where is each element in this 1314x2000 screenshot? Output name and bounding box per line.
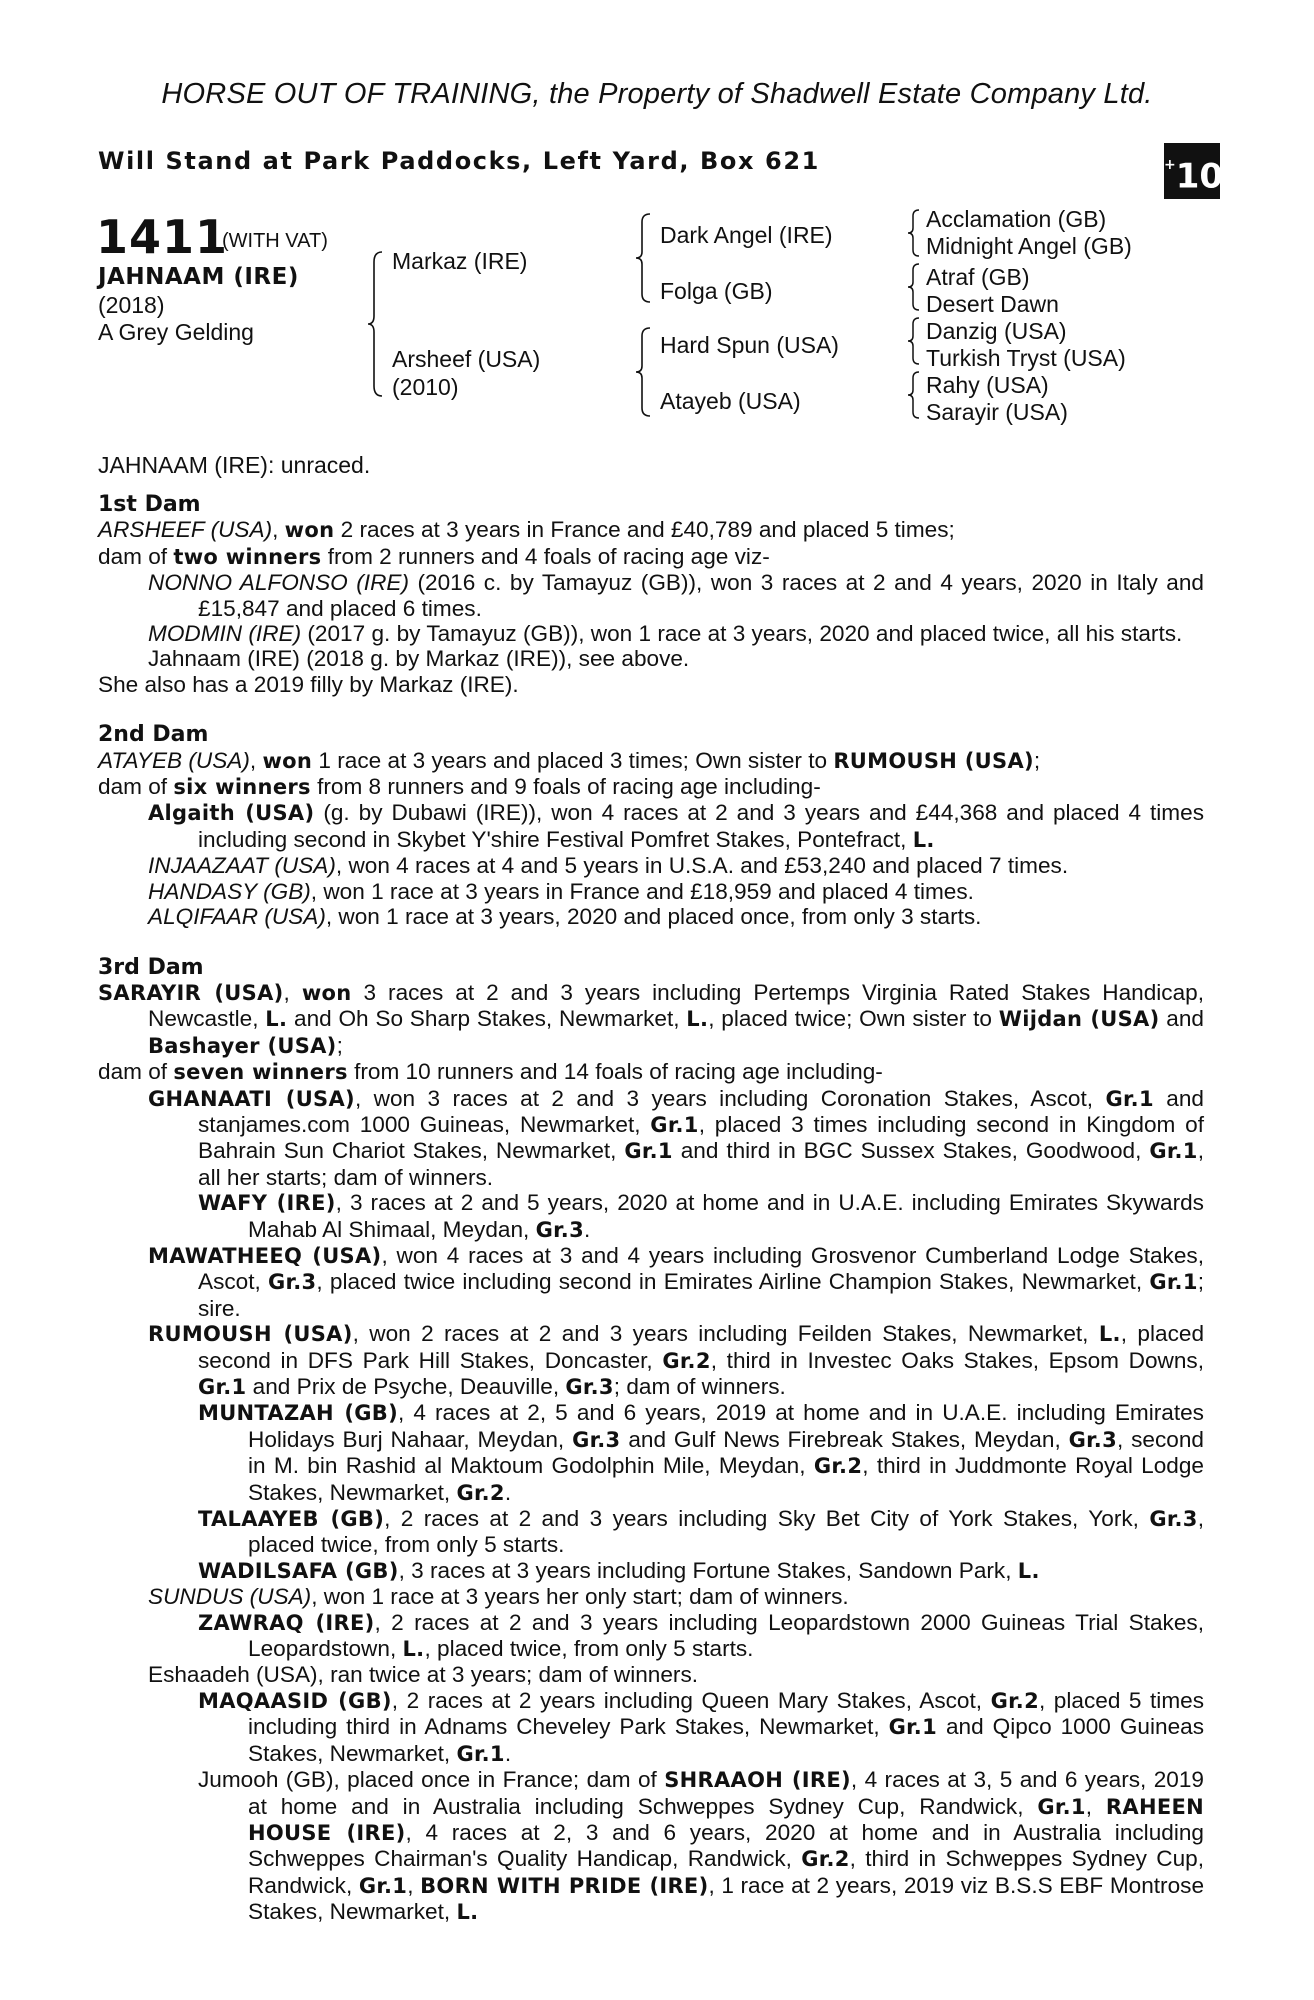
pedigree-sire-dam: Folga (GB) — [660, 278, 773, 304]
wadilsafa-entry: WADILSAFA (GB), 3 races at 3 years including Fortune Stakes, Sandown Park, L. — [198, 1557, 1040, 1583]
pedigree-sire-sire: Dark Angel (IRE) — [660, 222, 833, 248]
horse-year: (2018) — [98, 292, 165, 318]
pedigree-brace-sire — [634, 212, 654, 304]
maqaasid-entry: MAQAASID (GB), 2 races at 2 years including Queen Mary Stakes, Ascot, Gr.2, placed 5 times including third in Adnams Cheveley Park Stakes, Newmarket, Gr.1 and Qipco 1000 Guineas Stakes, Newmarket, Gr.1. — [198, 1687, 1205, 1766]
pedigree-brace-dam — [634, 326, 654, 418]
third-dam-produce: dam of seven winners from 10 runners and 14 foals of racing age including- — [98, 1059, 883, 1085]
race-record: JAHNAAM (IRE): unraced. — [98, 452, 371, 478]
wafy-entry: WAFY (IRE), 3 races at 2 and 5 years, 2020 at home and in U.A.E. including Emirates Skywards Mahab Al Shimaal, Meydan, Gr.3. — [198, 1190, 1204, 1242]
lot-number: 1411 — [96, 210, 229, 264]
pedigree-brace-3c — [906, 316, 922, 366]
second-dam-progeny-1: Algaith (USA) (g. by Dubawi (IRE)), won 4 races at 2 and 3 years and £44,368 and placed 4 times including second in Skybet Y'shire Festival Pomfret Stakes, Pontefract, L. — [148, 800, 1204, 852]
horse-description: A Grey Gelding — [98, 319, 254, 345]
pedigree-ssd: Midnight Angel (GB) — [926, 233, 1132, 259]
pedigree-sds: Atraf (GB) — [926, 264, 1030, 290]
page-heading: HORSE OUT OF TRAINING, the Property of Shadwell Estate Company Ltd. — [161, 78, 1153, 110]
first-dam-progeny-3: Jahnaam (IRE) (2018 g. by Markaz (IRE)), see above. — [148, 646, 690, 672]
horse-name: JAHNAAM (IRE) — [98, 264, 299, 290]
jumooh-entry: Jumooh (GB), placed once in France; dam of SHRAAOH (IRE), 4 races at 3, 5 and 6 years, 2019 at home and in Australia including Schweppes Sydney Cup, Randwick, Gr.1, RAHEEN HOUSE (IRE), 4 races at 2, 3 and 6 years, 2020 at home and in Australia including Schweppes Chairman's Quality Handicap, Randwick, Gr.2, third in Schweppes Sydney Cup, Randwick, Gr.1, BORN WITH PRIDE (IRE), 1 race at 2 years, 2019 viz B.S.S EBF Montrose Stakes, Newmarket, L. — [198, 1767, 1205, 1925]
third-dam-record: SARAYIR (USA), won 3 races at 2 and 3 years including Pertemps Virginia Rated Stakes Handicap, Newcastle, L. and Oh So Sharp Stakes, Newmarket, L., placed twice; Own sister to Wijdan (USA) and Bashayer (USA); — [98, 979, 1204, 1058]
eshaadeh-entry: Eshaadeh (USA), ran twice at 3 years; dam of winners. — [148, 1662, 699, 1688]
pedigree-sss: Acclamation (GB) — [926, 206, 1107, 232]
pedigree-ddd: Sarayir (USA) — [926, 399, 1068, 425]
pedigree-sdd: Desert Dawn — [926, 291, 1059, 317]
second-dam-produce: dam of six winners from 8 runners and 9 foals of racing age including- — [98, 774, 821, 800]
first-dam-record: ARSHEEF (USA), won 2 races at 3 years in France and £40,789 and placed 5 times; — [98, 517, 955, 543]
pedigree-dam-year: (2010) — [392, 374, 459, 400]
first-dam-heading: 1st Dam — [98, 492, 201, 517]
zawraq-entry: ZAWRAQ (IRE), 2 races at 2 and 3 years including Leopardstown 2000 Guineas Trial Stakes, Leopardstown, L., placed twice, from only 5 starts. — [198, 1609, 1204, 1662]
second-dam-progeny-4: ALQIFAAR (USA), won 1 race at 3 years, 2020 and placed once, from only 3 starts. — [148, 904, 982, 930]
pedigree-dss: Danzig (USA) — [926, 318, 1067, 344]
rumoush-entry: RUMOUSH (USA), won 2 races at 2 and 3 years including Feilden Stakes, Newmarket, L., placed second in DFS Park Hill Stakes, Doncaster, Gr.2, third in Investec Oaks Stakes, Epsom Downs, Gr.1 and Prix de Psyche, Deauville, Gr.3; dam of winners. — [148, 1321, 1205, 1399]
pedigree-dam-sire: Hard Spun (USA) — [660, 332, 839, 358]
pedigree-brace-3b — [906, 262, 922, 312]
talaayeb-entry: TALAAYEB (GB), 2 races at 2 and 3 years including Sky Bet City of York Stakes, York, Gr.3, placed twice, from only 5 starts. — [198, 1506, 1204, 1558]
second-dam-record: ATAYEB (USA), won 1 race at 3 years and placed 3 times; Own sister to RUMOUSH (USA); — [98, 747, 1041, 773]
pedigree-brace-3a — [906, 208, 922, 258]
catalogue-text — [98, 492, 1204, 1926]
ghanaati-entry: GHANAATI (USA), won 3 races at 2 and 3 years including Coronation Stakes, Ascot, Gr.1 and stanjames.com 1000 Guineas, Newmarket, Gr.1, placed 3 times including second in Kingdom of Bahrain Sun Chariot Stakes, Newmarket, Gr.1 and third in BGC Sussex Stakes, Goodwood, Gr.1, all her starts; dam of winners. — [148, 1085, 1204, 1190]
pedigree-dam-dam: Atayeb (USA) — [660, 388, 801, 414]
third-dam-heading: 3rd Dam — [98, 954, 204, 980]
second-dam-heading: 2nd Dam — [98, 722, 209, 748]
pedigree-brace-generation-1 — [366, 250, 386, 398]
badge-plus: + — [1164, 157, 1176, 173]
stand-location: Will Stand at Park Paddocks, Left Yard, Box 621 — [98, 147, 820, 175]
first-dam-filly: She also has a 2019 filly by Markaz (IRE). — [98, 671, 519, 697]
pedigree-brace-3d — [906, 370, 922, 420]
pedigree-dam: Arsheef (USA) — [392, 346, 541, 372]
muntazah-entry: MUNTAZAH (GB), 4 races at 2, 5 and 6 years, 2019 at home and in U.A.E. including Emirates Holidays Burj Nahaar, Meydan, Gr.3 and Gulf News Firebreak Stakes, Meydan, Gr.3, second in M. bin Rashid al Maktoum Godolphin Mile, Meydan, Gr.2, third in Juddmonte Royal Lodge Stakes, Newmarket, Gr.2. — [198, 1400, 1204, 1505]
second-dam-progeny-3: HANDASY (GB), won 1 race at 3 years in France and £18,959 and placed 4 times. — [148, 878, 974, 904]
pedigree-dsd: Turkish Tryst (USA) — [926, 345, 1126, 371]
second-dam-progeny-2: INJAAZAAT (USA), won 4 races at 4 and 5 years in U.S.A. and £53,240 and placed 7 times. — [148, 853, 1069, 879]
first-dam-progeny-2: MODMIN (IRE) (2017 g. by Tamayuz (GB)), won 1 race at 3 years, 2020 and placed twice, all his starts. — [148, 621, 1183, 647]
badge-number: 10 — [1175, 156, 1224, 197]
first-dam-progeny-1: NONNO ALFONSO (IRE) (2016 c. by Tamayuz (GB)), won 3 races at 2 and 4 years, 2020 in Italy and £15,847 and placed 6 times. — [148, 570, 1204, 621]
first-dam-produce: dam of two winners from 2 runners and 4 foals of racing age viz- — [98, 543, 770, 569]
pedigree-sire: Markaz (IRE) — [392, 248, 528, 274]
sundus-entry: SUNDUS (USA), won 1 race at 3 years her only start; dam of winners. — [148, 1584, 849, 1610]
lot-vat: (WITH VAT) — [222, 230, 328, 252]
mawatheeq-entry: MAWATHEEQ (USA), won 4 races at 3 and 4 years including Grosvenor Cumberland Lodge Stakes, Ascot, Gr.3, placed twice including second in Emirates Airline Champion Stakes, Newmarket, Gr.1; sire. — [148, 1242, 1205, 1321]
lot-badge — [1164, 143, 1224, 199]
pedigree-dds: Rahy (USA) — [926, 372, 1049, 398]
